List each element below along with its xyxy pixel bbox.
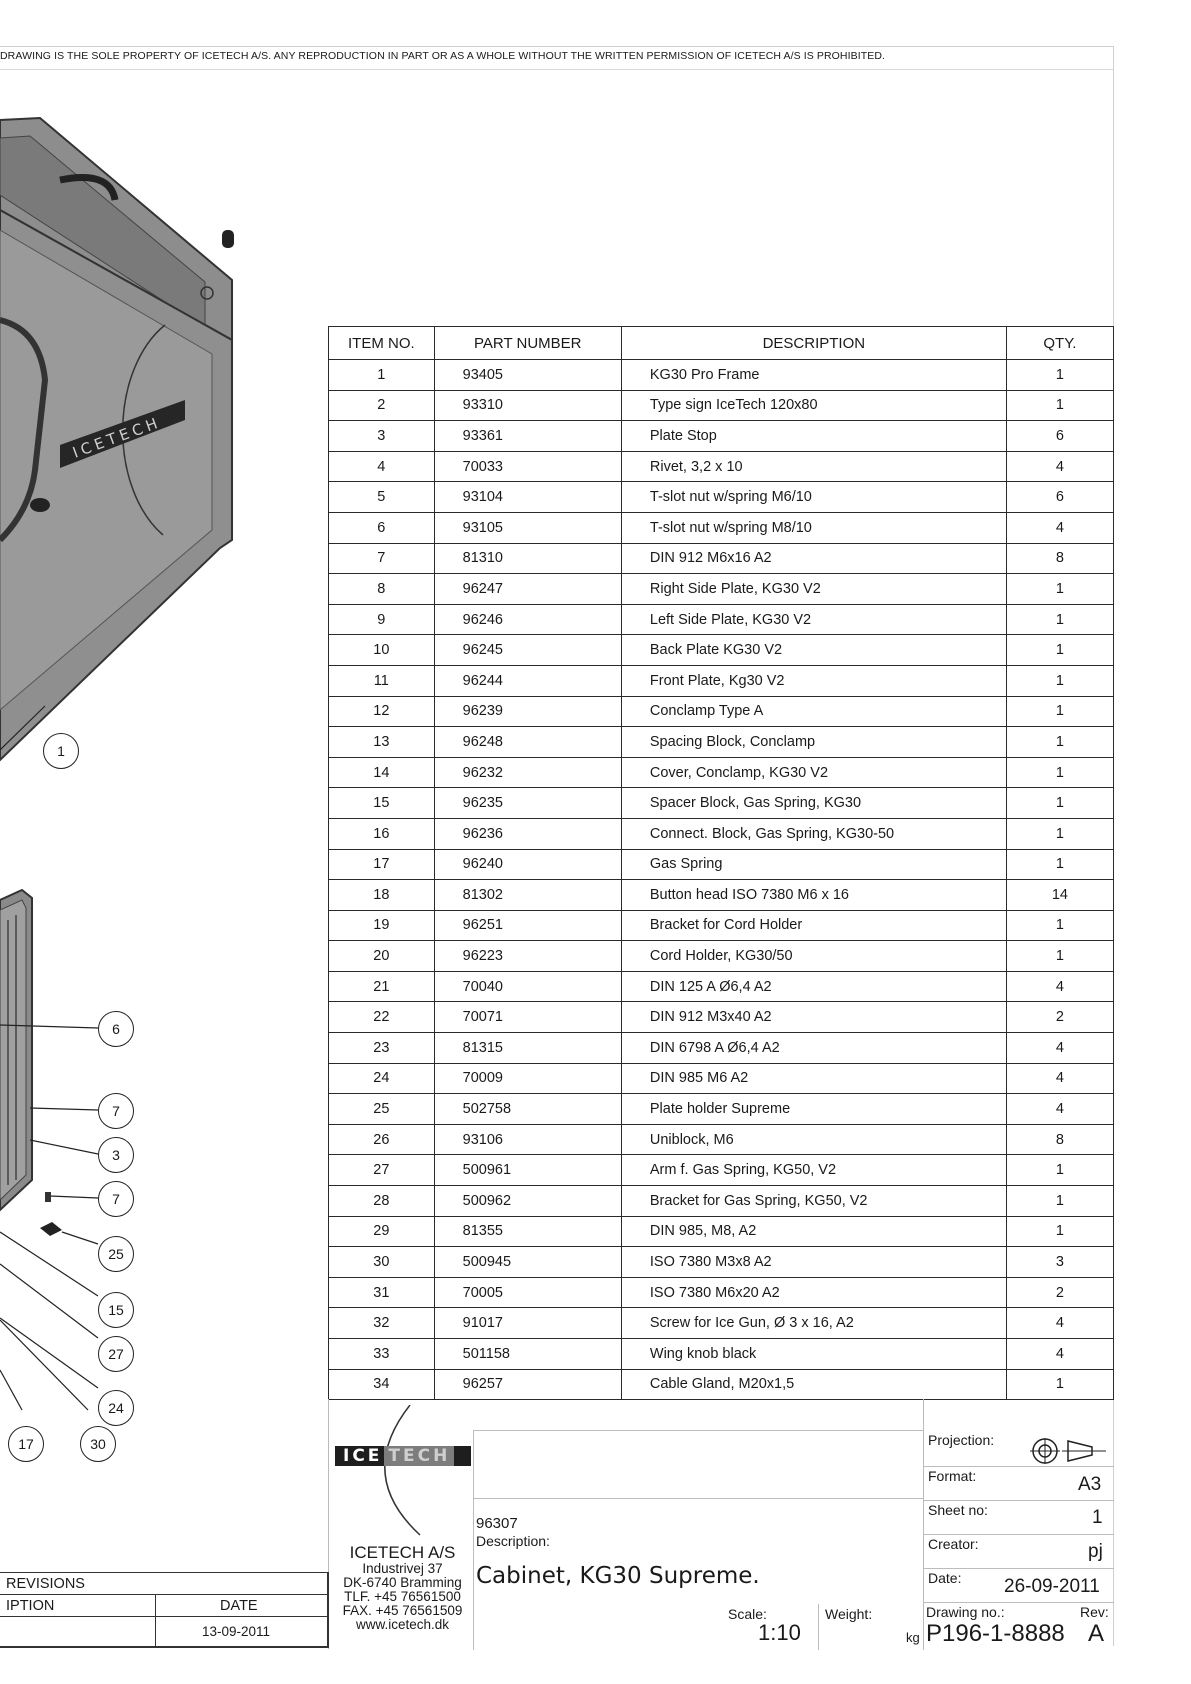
bom-item-no: 8 [329,574,435,605]
bom-qty: 1 [1006,604,1113,635]
bom-description: ISO 7380 M3x8 A2 [621,1247,1006,1278]
callout-balloon: 27 [98,1336,134,1372]
revision-date: 13-09-2011 [202,1624,271,1639]
bom-qty: 4 [1006,1094,1113,1125]
date-label: Date: [928,1570,962,1586]
bom-item-no: 32 [329,1308,435,1339]
bom-part-number: 93405 [434,360,621,391]
col-header-qty: QTY. [1006,327,1113,360]
table-row [329,1155,1114,1186]
table-row [329,390,1114,421]
bom-qty: 2 [1006,1002,1113,1033]
bom-item-no: 23 [329,1033,435,1064]
bom-qty: 2 [1006,1277,1113,1308]
bom-description: Arm f. Gas Spring, KG50, V2 [621,1155,1006,1186]
bom-description: DIN 985 M6 A2 [621,1063,1006,1094]
callout-balloon: 6 [98,1011,134,1047]
bom-part-number: 91017 [434,1308,621,1339]
bom-qty: 4 [1006,451,1113,482]
bom-qty: 6 [1006,421,1113,452]
bom-qty: 1 [1006,390,1113,421]
projection-symbol-icon [1030,1438,1110,1464]
table-row [329,818,1114,849]
bom-item-no: 6 [329,512,435,543]
bom-description: Bracket for Cord Holder [621,910,1006,941]
bom-description: Wing knob black [621,1339,1006,1370]
bom-item-no: 2 [329,390,435,421]
tb-divider [923,1534,1114,1535]
callout-balloon: 24 [98,1390,134,1426]
tb-divider [473,1430,923,1431]
bom-item-no: 20 [329,941,435,972]
company-fax: FAX. +45 76561509 [342,1603,463,1618]
rev-divider [327,1572,329,1648]
bom-description: Uniblock, M6 [621,1124,1006,1155]
bom-description: Gas Spring [621,849,1006,880]
tb-divider [473,1430,474,1650]
cabinet-logo: ICETECH [70,413,164,462]
bom-item-no: 5 [329,482,435,513]
format-value: A3 [1078,1474,1102,1495]
company-phone: TLF. +45 76561500 [344,1589,461,1604]
table-row [329,360,1114,391]
bom-description: T-slot nut w/spring M8/10 [621,512,1006,543]
bom-description: Spacer Block, Gas Spring, KG30 [621,788,1006,819]
callout-balloon: 30 [80,1426,116,1462]
revisions-title: REVISIONS [6,1576,85,1592]
projection-label: Projection: [928,1432,995,1448]
weight-label: Weight: [825,1606,873,1622]
callout-balloon: 1 [43,733,79,769]
bom-description: Cord Holder, KG30/50 [621,941,1006,972]
bom-description: Type sign IceTech 120x80 [621,390,1006,421]
bom-part-number: 96235 [434,788,621,819]
bom-item-no: 33 [329,1339,435,1370]
bom-part-number: 501158 [434,1339,621,1370]
bom-item-no: 30 [329,1247,435,1278]
bom-part-number: 96248 [434,727,621,758]
creator-label: Creator: [928,1536,979,1552]
bom-part-number: 81315 [434,1033,621,1064]
table-row [329,543,1114,574]
drawing-description: Cabinet, KG30 Supreme. [476,1563,760,1589]
table-row [329,482,1114,513]
bom-part-number: 500961 [434,1155,621,1186]
bom-part-number: 93106 [434,1124,621,1155]
scale-value: 1:10 [758,1620,801,1645]
tb-divider [923,1466,1114,1467]
tb-divider [818,1604,819,1650]
company-name: ICETECH A/S [349,1543,456,1562]
col-header-part: PART NUMBER [434,327,621,360]
table-row [329,665,1114,696]
bom-qty: 1 [1006,635,1113,666]
bom-description: DIN 6798 A Ø6,4 A2 [621,1033,1006,1064]
table-row [329,788,1114,819]
sheet-label: Sheet no: [928,1502,988,1518]
table-row [329,1094,1114,1125]
bom-qty: 4 [1006,512,1113,543]
bom-qty: 1 [1006,788,1113,819]
bom-part-number: 70009 [434,1063,621,1094]
rev-value: A [1088,1620,1105,1647]
bom-item-no: 34 [329,1369,435,1400]
bom-part-number: 96223 [434,941,621,972]
table-row [329,849,1114,880]
bom-description: Rivet, 3,2 x 10 [621,451,1006,482]
bom-description: Left Side Plate, KG30 V2 [621,604,1006,635]
table-row [329,727,1114,758]
bom-item-no: 25 [329,1094,435,1125]
bom-part-number: 93310 [434,390,621,421]
cabinet-assembled [0,118,234,760]
table-row [329,421,1114,452]
callout-balloon: 15 [98,1292,134,1328]
table-row [329,1063,1114,1094]
table-row [329,757,1114,788]
bom-part-number: 500945 [434,1247,621,1278]
bom-item-no: 4 [329,451,435,482]
bom-description: T-slot nut w/spring M6/10 [621,482,1006,513]
table-row [329,971,1114,1002]
rev-label: Rev: [1080,1604,1109,1620]
callout-balloon: 7 [98,1181,134,1217]
table-row [329,1369,1114,1400]
bom-description: Back Plate KG30 V2 [621,635,1006,666]
revisions-col-date: DATE [220,1598,258,1614]
bom-item-no: 24 [329,1063,435,1094]
part-number: 96307 [476,1515,518,1532]
bom-qty: 4 [1006,1033,1113,1064]
bom-qty: 1 [1006,757,1113,788]
bom-part-number: 96232 [434,757,621,788]
tb-divider [923,1568,1114,1569]
bom-description: ISO 7380 M6x20 A2 [621,1277,1006,1308]
table-row [329,574,1114,605]
callout-balloon: 17 [8,1426,44,1462]
table-row [329,1124,1114,1155]
bom-part-number: 93361 [434,421,621,452]
tb-divider [923,1602,1114,1603]
col-header-description: DESCRIPTION [621,327,1006,360]
weight-unit: kg [906,1630,920,1645]
bom-qty: 4 [1006,1308,1113,1339]
bom-description: Cable Gland, M20x1,5 [621,1369,1006,1400]
bom-part-number: 96244 [434,665,621,696]
bom-part-number: 96240 [434,849,621,880]
table-row [329,696,1114,727]
bom-item-no: 31 [329,1277,435,1308]
date-value: 26-09-2011 [1004,1576,1100,1597]
table-row [329,1216,1114,1247]
table-row [329,880,1114,911]
bom-description: DIN 985, M8, A2 [621,1216,1006,1247]
bom-qty: 1 [1006,910,1113,941]
bom-item-no: 13 [329,727,435,758]
bom-part-number: 96245 [434,635,621,666]
bom-part-number: 81310 [434,543,621,574]
bom-description: DIN 125 A Ø6,4 A2 [621,971,1006,1002]
bom-description: DIN 912 M3x40 A2 [621,1002,1006,1033]
rev-divider [155,1594,156,1647]
company-city: DK-6740 Bramming [343,1575,462,1590]
bom-description: Conclamp Type A [621,696,1006,727]
table-row [329,512,1114,543]
bom-part-number: 502758 [434,1094,621,1125]
table-row [329,1308,1114,1339]
table-row [329,910,1114,941]
bom-item-no: 26 [329,1124,435,1155]
bom-item-no: 1 [329,360,435,391]
bom-qty: 1 [1006,941,1113,972]
drawing-no-value: P196-1-8888 [926,1620,1065,1647]
bom-qty: 1 [1006,1216,1113,1247]
bom-description: Right Side Plate, KG30 V2 [621,574,1006,605]
tb-divider [923,1500,1114,1501]
isometric-drawing [0,110,330,1490]
drawing-no-label: Drawing no.: [926,1604,1005,1620]
bom-qty: 1 [1006,360,1113,391]
bom-description: Cover, Conclamp, KG30 V2 [621,757,1006,788]
bom-description: Bracket for Gas Spring, KG50, V2 [621,1186,1006,1217]
bom-part-number: 81302 [434,880,621,911]
table-row [329,1339,1114,1370]
table-row [329,1277,1114,1308]
company-street: Industrivej 37 [362,1561,443,1576]
bom-item-no: 16 [329,818,435,849]
bom-qty: 3 [1006,1247,1113,1278]
bom-qty: 1 [1006,727,1113,758]
tb-divider [473,1498,923,1499]
bom-part-number: 96236 [434,818,621,849]
creator-value: pj [1088,1541,1103,1562]
cabinet-exploded-frame [0,890,32,1210]
bom-item-no: 10 [329,635,435,666]
bom-description: Connect. Block, Gas Spring, KG30-50 [621,818,1006,849]
bom-qty: 1 [1006,574,1113,605]
description-label: Description: [476,1533,550,1549]
bom-item-no: 21 [329,971,435,1002]
table-row [329,1033,1114,1064]
format-label: Format: [928,1468,977,1484]
bom-item-no: 11 [329,665,435,696]
bom-part-number: 96246 [434,604,621,635]
table-row [329,635,1114,666]
bom-qty: 4 [1006,971,1113,1002]
bom-part-number: 70071 [434,1002,621,1033]
bom-qty: 1 [1006,1369,1113,1400]
bom-item-no: 19 [329,910,435,941]
callout-balloon: 7 [98,1093,134,1129]
table-row [329,1247,1114,1278]
bom-item-no: 28 [329,1186,435,1217]
tb-divider [923,1399,924,1650]
table-row [329,941,1114,972]
bom-qty: 1 [1006,1186,1113,1217]
bom-description: Screw for Ice Gun, Ø 3 x 16, A2 [621,1308,1006,1339]
bom-qty: 1 [1006,818,1113,849]
bom-part-number: 70040 [434,971,621,1002]
bom-description: Front Plate, Kg30 V2 [621,665,1006,696]
company-website: www.icetech.dk [355,1617,450,1632]
rev-divider [0,1616,328,1617]
bom-qty: 1 [1006,665,1113,696]
icetech-logo: ICE TECH [335,1446,471,1466]
table-row [329,451,1114,482]
bom-qty: 8 [1006,543,1113,574]
bom-item-no: 9 [329,604,435,635]
revisions-col-description: IPTION [6,1598,55,1614]
bom-description: Plate holder Supreme [621,1094,1006,1125]
bom-item-no: 17 [329,849,435,880]
callout-balloon: 25 [98,1236,134,1272]
bom-item-no: 3 [329,421,435,452]
bom-qty: 14 [1006,880,1113,911]
scale-label: Scale: [728,1606,767,1622]
company-info [335,1543,470,1632]
bom-part-number: 96251 [434,910,621,941]
bom-body [329,360,1114,1400]
bom-item-no: 18 [329,880,435,911]
bom-header-row [329,327,1114,360]
bom-qty: 4 [1006,1063,1113,1094]
table-row [329,1186,1114,1217]
bom-qty: 1 [1006,1155,1113,1186]
bom-item-no: 29 [329,1216,435,1247]
bom-item-no: 14 [329,757,435,788]
bom-part-number: 500962 [434,1186,621,1217]
rev-divider [0,1646,328,1648]
logo-arc [380,1405,470,1540]
bom-description: Plate Stop [621,421,1006,452]
bom-part-number: 96247 [434,574,621,605]
bom-description: KG30 Pro Frame [621,360,1006,391]
bom-part-number: 96257 [434,1369,621,1400]
bom-part-number: 70005 [434,1277,621,1308]
bom-description: DIN 912 M6x16 A2 [621,543,1006,574]
bom-part-number: 70033 [434,451,621,482]
bom-qty: 1 [1006,849,1113,880]
bom-item-no: 12 [329,696,435,727]
bom-part-number: 96239 [434,696,621,727]
bom-description: Button head ISO 7380 M6 x 16 [621,880,1006,911]
bom-item-no: 22 [329,1002,435,1033]
ownership-notice: DRAWING IS THE SOLE PROPERTY OF ICETECH A/S. ANY REPRODUCTION IN PART OR AS A WHOLE WITHOUT THE WRITTEN PERMISSION OF ICETECH A/S IS PROHIBITED. [0,50,886,62]
rev-divider [0,1594,328,1595]
bom-qty: 6 [1006,482,1113,513]
bom-qty: 8 [1006,1124,1113,1155]
bom-item-no: 15 [329,788,435,819]
bom-qty: 4 [1006,1339,1113,1370]
bom-qty: 1 [1006,696,1113,727]
bom-part-number: 81355 [434,1216,621,1247]
bom-part-number: 93104 [434,482,621,513]
table-row [329,1002,1114,1033]
bom-part-number: 93105 [434,512,621,543]
bom-item-no: 27 [329,1155,435,1186]
sheet-value: 1 [1092,1507,1103,1528]
callout-balloon: 3 [98,1137,134,1173]
col-header-item: ITEM NO. [329,327,435,360]
bom-item-no: 7 [329,543,435,574]
table-row [329,604,1114,635]
bom-description: Spacing Block, Conclamp [621,727,1006,758]
bill-of-materials [328,326,1114,1400]
